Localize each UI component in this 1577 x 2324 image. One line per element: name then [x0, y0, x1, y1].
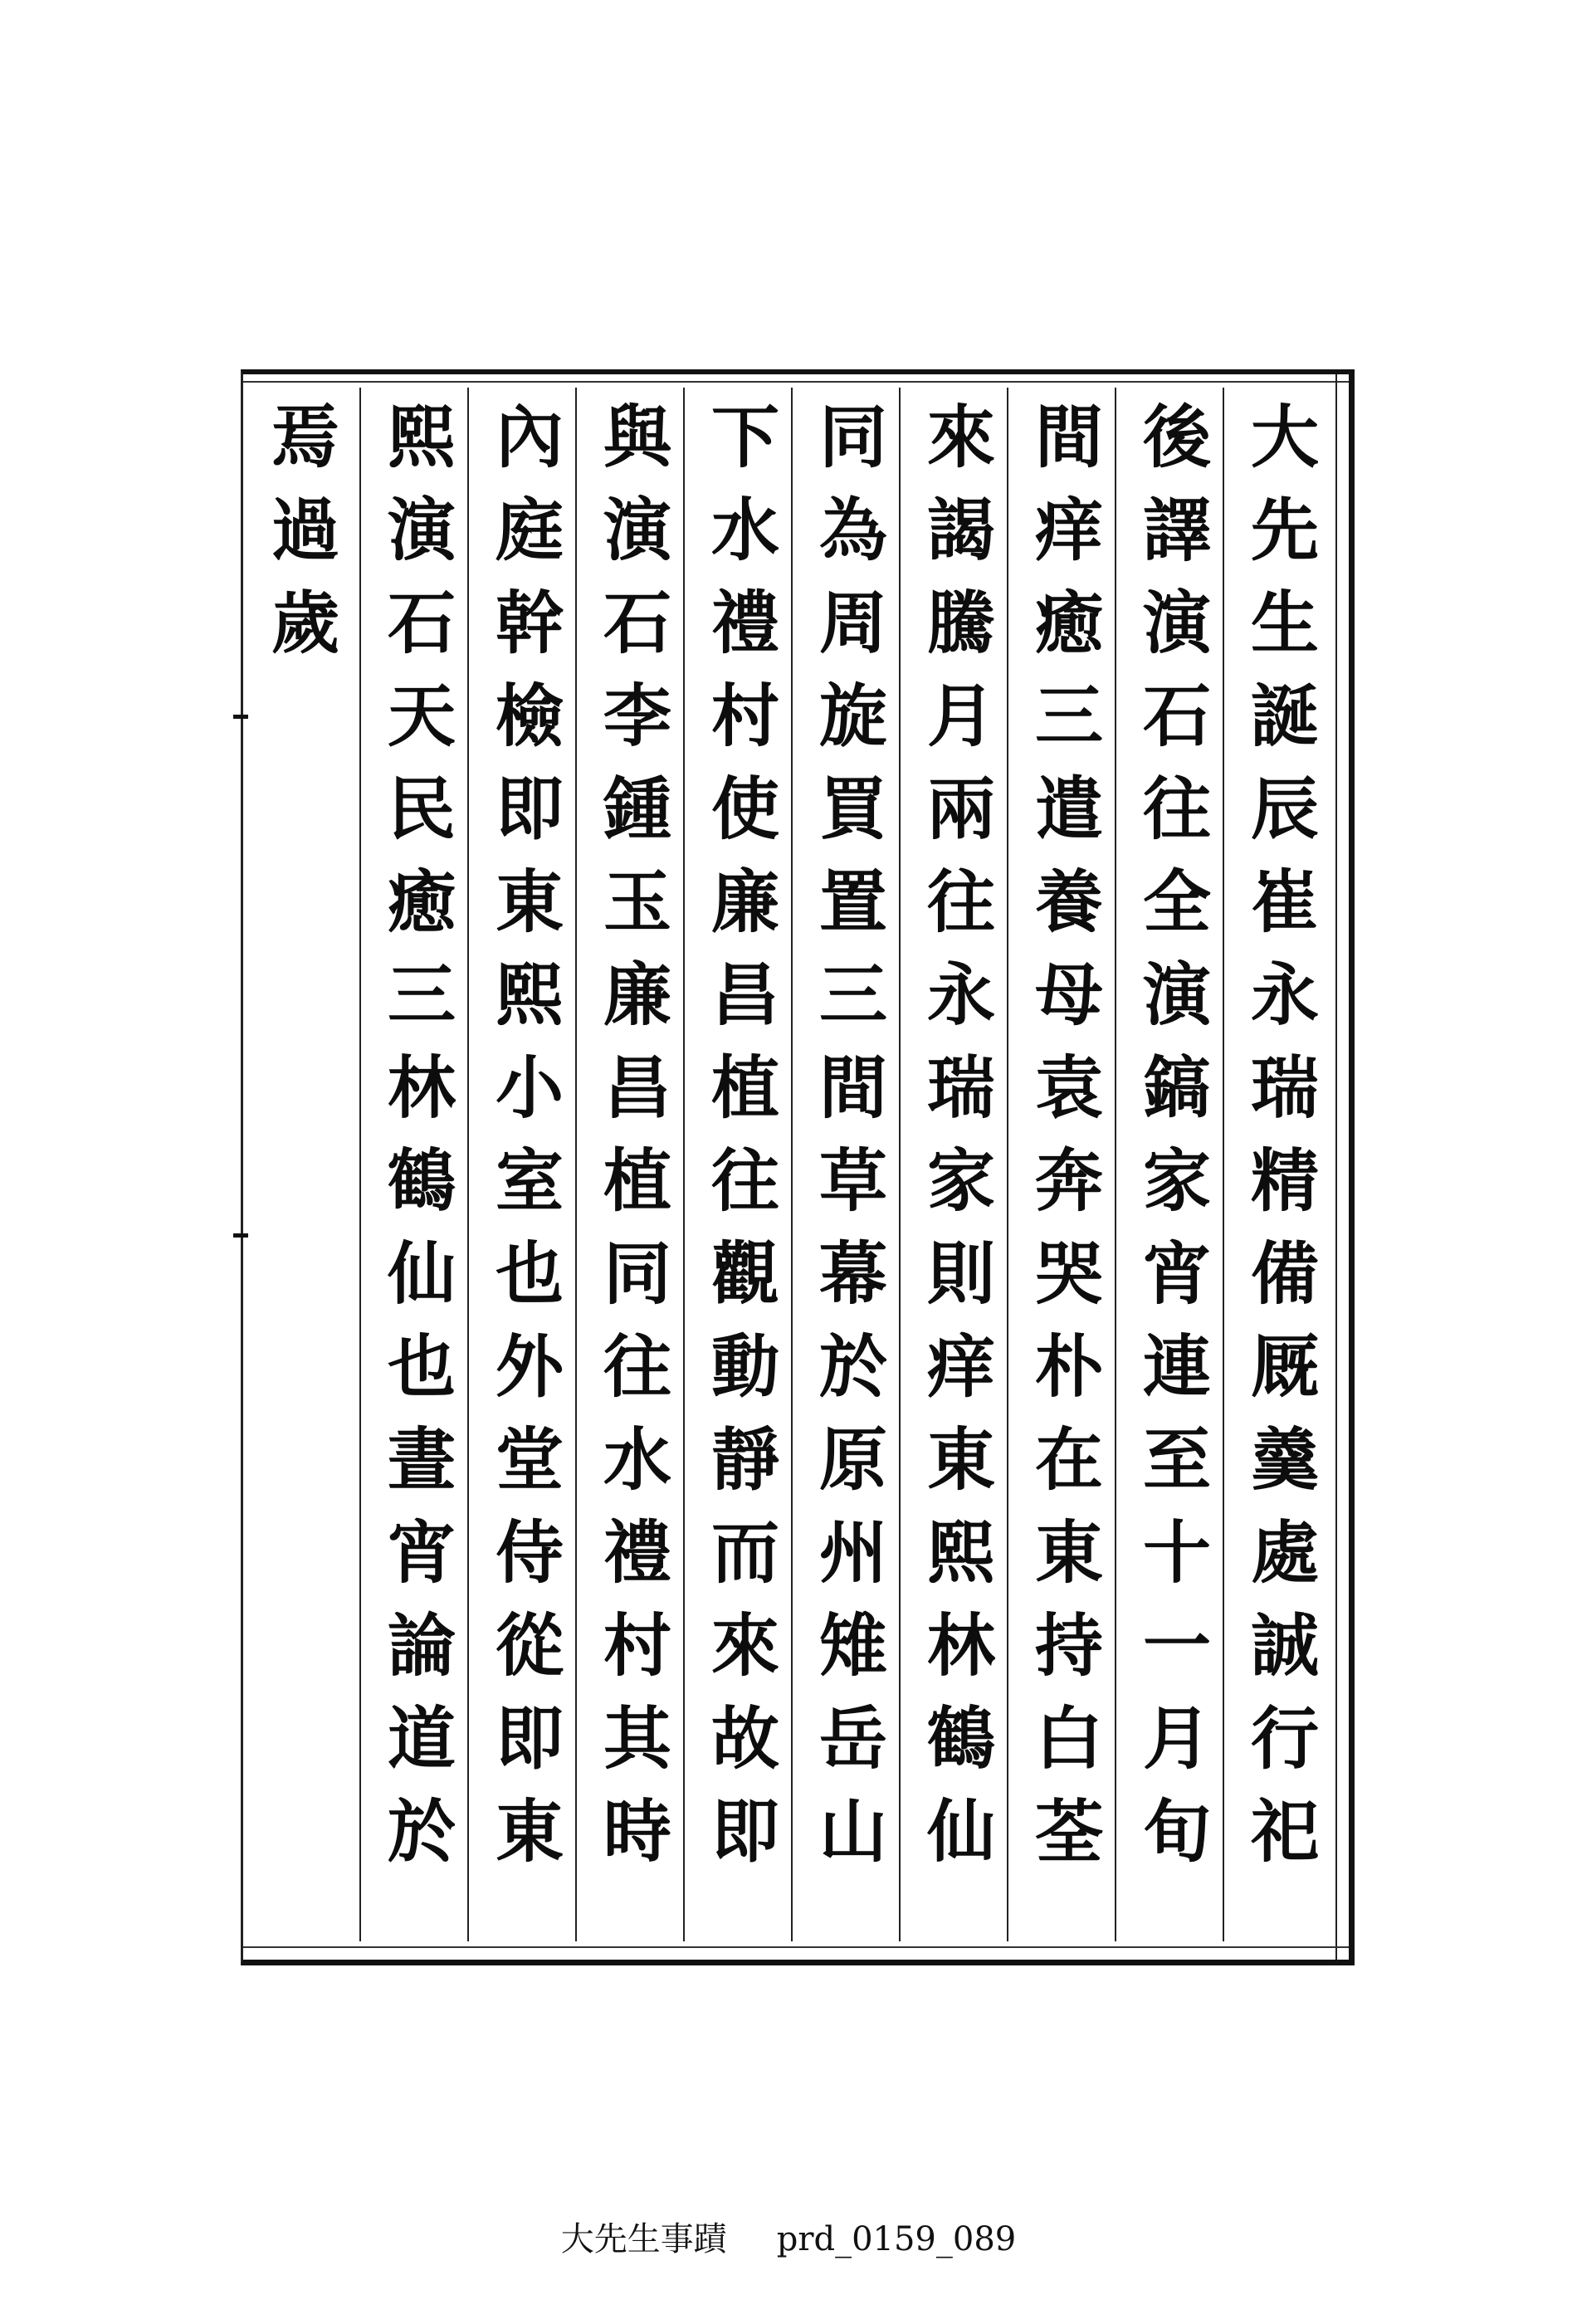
- text-column-4: [907, 391, 1015, 1878]
- column-character: 癒: [1034, 583, 1103, 663]
- column-character: 全: [1142, 862, 1211, 942]
- column-character: 室: [495, 1141, 564, 1221]
- column-character: 家: [926, 1141, 995, 1221]
- column-character: 故: [710, 1699, 779, 1779]
- column-character: 瑞: [926, 1048, 995, 1128]
- column-character: 植: [603, 1141, 671, 1221]
- column-character: 從: [495, 1606, 564, 1686]
- column-character: 論: [387, 1606, 456, 1686]
- column-character: 也: [387, 1327, 456, 1407]
- column-character: 水: [603, 1420, 671, 1500]
- column-character: 演: [603, 491, 671, 570]
- column-character: 旋: [818, 676, 887, 756]
- column-character: 永: [1250, 955, 1319, 1035]
- column-character: 其: [603, 1699, 671, 1779]
- column-character: 騰: [926, 583, 995, 663]
- column-character: 觀: [710, 1234, 779, 1314]
- column-character: 民: [387, 769, 456, 849]
- column-character: 演: [1142, 955, 1211, 1035]
- column-character: 誠: [1250, 1606, 1319, 1686]
- margin-tick: [233, 1233, 248, 1238]
- column-character: 岳: [818, 1699, 887, 1779]
- column-character: 痒: [1034, 491, 1103, 570]
- column-character: 歲: [271, 583, 339, 663]
- column-character: 州: [818, 1513, 887, 1593]
- column-character: 水: [710, 491, 779, 570]
- column-character: 袁: [1034, 1048, 1103, 1128]
- column-character: 至: [1142, 1420, 1211, 1500]
- column-character: 過: [271, 491, 339, 570]
- column-character: 鶴: [926, 1699, 995, 1779]
- column-character: 晝: [387, 1420, 456, 1500]
- column-character: 而: [710, 1513, 779, 1593]
- column-character: 幹: [495, 583, 564, 663]
- column-character: 禮: [603, 1513, 671, 1593]
- column-character: 玉: [603, 862, 671, 942]
- column-character: 小: [495, 1048, 564, 1128]
- text-frame: [241, 369, 1355, 1965]
- column-character: 使: [710, 769, 779, 849]
- column-character: 養: [1034, 862, 1103, 942]
- column-character: 在: [1034, 1420, 1103, 1500]
- column-character: 行: [1250, 1699, 1319, 1779]
- column-character: 即: [495, 769, 564, 849]
- column-character: 禮: [710, 583, 779, 663]
- column-character: 癒: [387, 862, 456, 942]
- column-character: 為: [818, 491, 887, 570]
- text-column-9: [368, 391, 476, 1878]
- column-character: 往: [926, 862, 995, 942]
- column-character: 同: [603, 1234, 671, 1314]
- column-character: 熙: [387, 398, 456, 477]
- column-character: 演: [1142, 583, 1211, 663]
- text-column-2: [1123, 391, 1231, 1878]
- column-character: 處: [1250, 1513, 1319, 1593]
- text-column-6: [691, 391, 799, 1878]
- column-character: 於: [387, 1792, 456, 1872]
- column-character: 仙: [387, 1234, 456, 1314]
- column-character: 周: [818, 583, 887, 663]
- column-character: 山: [818, 1792, 887, 1872]
- column-character: 村: [603, 1606, 671, 1686]
- column-character: 東: [926, 1420, 995, 1500]
- column-character: 荃: [1034, 1792, 1103, 1872]
- column-character: 檢: [495, 676, 564, 756]
- column-character: 大: [1250, 398, 1319, 477]
- column-character: 謁: [926, 491, 995, 570]
- column-character: 間: [1034, 398, 1103, 477]
- column-character: 石: [1142, 676, 1211, 756]
- column-character: 朴: [1034, 1327, 1103, 1407]
- column-character: 宵: [387, 1513, 456, 1593]
- column-character: 母: [1034, 955, 1103, 1035]
- column-character: 往: [710, 1141, 779, 1221]
- column-character: 三: [1034, 676, 1103, 756]
- text-column-1: [1231, 391, 1339, 1878]
- column-character: 林: [926, 1606, 995, 1686]
- column-character: 廉: [603, 955, 671, 1035]
- page-caption: [0, 2213, 1577, 2260]
- column-character: 也: [495, 1234, 564, 1314]
- column-character: 十: [1142, 1513, 1211, 1593]
- column-character: 生: [1250, 583, 1319, 663]
- column-character: 草: [818, 1141, 887, 1221]
- column-character: 連: [1142, 1327, 1211, 1407]
- column-character: 東: [495, 862, 564, 942]
- column-rule: [359, 388, 361, 1941]
- column-character: 昌: [710, 955, 779, 1035]
- column-character: 靜: [710, 1420, 779, 1500]
- column-character: 即: [495, 1699, 564, 1779]
- column-character: 道: [387, 1699, 456, 1779]
- column-character: 持: [1034, 1606, 1103, 1686]
- column-character: 外: [495, 1327, 564, 1407]
- column-character: 鍾: [603, 769, 671, 849]
- column-character: 永: [926, 955, 995, 1035]
- column-character: 天: [387, 676, 456, 756]
- column-character: 焉: [271, 398, 339, 477]
- page-code: prd_0159_089: [776, 2220, 1017, 2258]
- column-character: 幕: [818, 1234, 887, 1314]
- column-character: 家: [1142, 1141, 1211, 1221]
- column-character: 厩: [1250, 1327, 1319, 1407]
- column-character: 鶴: [387, 1141, 456, 1221]
- column-character: 侍: [495, 1513, 564, 1593]
- column-character: 動: [710, 1327, 779, 1407]
- column-character: 內: [495, 398, 564, 477]
- column-character: 遣: [1034, 769, 1103, 849]
- column-character: 崔: [1250, 862, 1319, 942]
- frame-bottom-rule: [243, 1946, 1349, 1948]
- column-character: 昌: [603, 1048, 671, 1128]
- column-character: 誕: [1250, 676, 1319, 756]
- text-column-7: [583, 391, 691, 1878]
- column-character: 來: [926, 398, 995, 477]
- column-character: 旬: [1142, 1792, 1211, 1872]
- column-character: 三: [387, 955, 456, 1035]
- margin-tick: [233, 715, 248, 719]
- column-character: 羹: [1250, 1420, 1319, 1500]
- column-character: 白: [1034, 1699, 1103, 1779]
- column-character: 村: [710, 676, 779, 756]
- column-character: 庭: [495, 491, 564, 570]
- column-character: 兩: [926, 769, 995, 849]
- column-character: 同: [818, 398, 887, 477]
- column-character: 下: [710, 398, 779, 477]
- column-character: 一: [1142, 1606, 1211, 1686]
- column-character: 即: [710, 1792, 779, 1872]
- text-column-8: [476, 391, 583, 1878]
- column-character: 東: [495, 1792, 564, 1872]
- column-character: 先: [1250, 491, 1319, 570]
- frame-top-rule: [243, 381, 1349, 383]
- column-character: 仙: [926, 1792, 995, 1872]
- column-character: 往: [1142, 769, 1211, 849]
- column-character: 植: [710, 1048, 779, 1128]
- text-column-3: [1015, 391, 1123, 1878]
- column-character: 三: [818, 955, 887, 1035]
- column-character: 置: [818, 862, 887, 942]
- column-character: 往: [603, 1327, 671, 1407]
- column-character: 東: [1034, 1513, 1103, 1593]
- column-character: 與: [603, 398, 671, 477]
- column-character: 月: [926, 676, 995, 756]
- text-column-5: [799, 391, 907, 1878]
- column-character: 演: [387, 491, 456, 570]
- column-character: 奔: [1034, 1141, 1103, 1221]
- column-character: 精: [1250, 1141, 1319, 1221]
- column-character: 熙: [926, 1513, 995, 1593]
- column-character: 買: [818, 769, 887, 849]
- column-character: 宵: [1142, 1234, 1211, 1314]
- column-character: 廉: [710, 862, 779, 942]
- column-character: 堂: [495, 1420, 564, 1500]
- column-character: 月: [1142, 1699, 1211, 1779]
- column-character: 備: [1250, 1234, 1319, 1314]
- column-character: 來: [710, 1606, 779, 1686]
- column-character: 辰: [1250, 769, 1319, 849]
- column-character: 李: [603, 676, 671, 756]
- column-character: 譯: [1142, 491, 1211, 570]
- column-character: 則: [926, 1234, 995, 1314]
- column-character: 間: [818, 1048, 887, 1128]
- column-character: 林: [387, 1048, 456, 1128]
- column-character: 雉: [818, 1606, 887, 1686]
- column-character: 瑞: [1250, 1048, 1319, 1128]
- column-character: 鎬: [1142, 1048, 1211, 1128]
- column-character: 原: [818, 1420, 887, 1500]
- column-character: 哭: [1034, 1234, 1103, 1314]
- column-character: 石: [387, 583, 456, 663]
- column-character: 於: [818, 1327, 887, 1407]
- column-character: 石: [603, 583, 671, 663]
- column-character: 時: [603, 1792, 671, 1872]
- book-title: 大先生事蹟: [560, 2220, 727, 2258]
- column-character: 痒: [926, 1327, 995, 1407]
- column-character: 後: [1142, 398, 1211, 477]
- column-character: 熙: [495, 955, 564, 1035]
- column-character: 祀: [1250, 1792, 1319, 1872]
- text-column-10: [251, 391, 359, 670]
